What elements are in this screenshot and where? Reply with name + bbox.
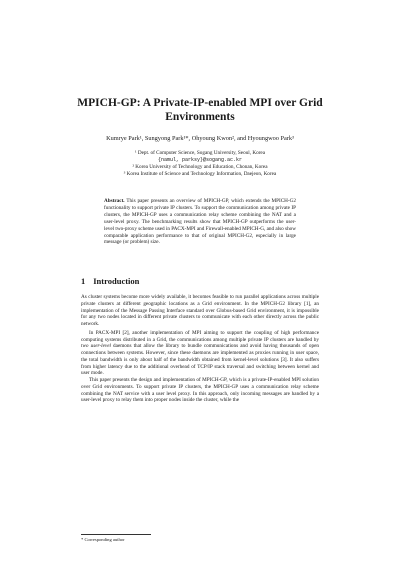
paragraph-2-part-a: In PACX-MPI [2], another implementation of MPI aiming to support the coupling of high performance computing systems distributed in a Grid, the communications among multiple private IP clusters are handled by [81,329,319,343]
footnote: * Corresponding author [81,537,125,542]
abstract [104,198,296,246]
paragraph-2-part-b: daemons that allow the library to bundle communications and avoid having thousands of open connections between systems. However, since these daemons are implemented as proxies running in user space, the total bandwidth is only about half of the bandwidth obtained from kernel-level solutions [3]. It also suffers from higher latency due to the additional overhead of TCP/IP stack traversal and switching between kernel and user mode. [81,343,320,377]
title-line-2: Environments [165,111,235,123]
footnote-rule [81,534,151,535]
title-line-1: MPICH-GP: A Private-IP-enabled MPI over Grid [77,97,323,109]
paragraph-2 [81,330,319,377]
abstract-label: Abstract. [104,198,125,204]
affiliation-3: ³ Korea Institute of Science and Technology Information, Daejeon, Korea [123,171,277,177]
author-list: Kumrye Park¹, Sungyong Park¹*, Ohyoung Kwon², and Hyoungwoo Park³ [106,135,294,142]
affiliations [60,150,340,178]
abstract-text: This paper presents an overview of MPICH-GP, which extends the MPICH-G2 functionality to support private IP clusters. To support the communication among private IP clusters, the MPICH-GP uses a communication relay scheme combining the NAT and a user-level proxy. The benchmarking results show that MPICH-GP outperforms the user-level two-proxy scheme used in PACX-MPI and Firewall-enabled MPICH-G, and also show comparable application performance to that of original MPICH-G2, especially in large message (or problem) size. [104,198,297,246]
section-heading [81,276,139,286]
paragraph-2-emphasis: two user-level [81,343,111,350]
section-title: Introduction [93,276,140,286]
section-number: 1 [81,276,86,286]
paragraph-1: As cluster systems become more widely available, it becomes feasible to run parallel applications across multiple private clusters at different geographic locations as a Grid environment. In the MPICH-G2 library [1], an implementation of the Message Passing Interface standard over Globus-based Grid environment, it is impossible for any two nodes located in different private clusters to communicate with each other directly across the public network. [81,294,319,327]
paper-title [60,96,340,124]
paragraph-3: This paper presents the design and implementation of MPICH-GP, which is a private-IP-enabled MPI solution over Grid environments. To support private IP clusters, the MPICH-GP uses a communication relay scheme combining the NAT service with a user level proxy. In this approach, only incoming messages are handled by a user-level proxy to relay them into proper nodes inside the cluster, while the [81,377,319,404]
body-text [81,294,319,404]
affiliation-1: ¹ Dept. of Computer Science, Sogang University, Seoul, Korea [134,150,265,156]
affiliation-1-email: {namul, parksy}@sogang.ac.kr [157,157,242,163]
affiliation-2: ² Korea University of Technology and Education, Chonan, Korea [132,164,268,170]
